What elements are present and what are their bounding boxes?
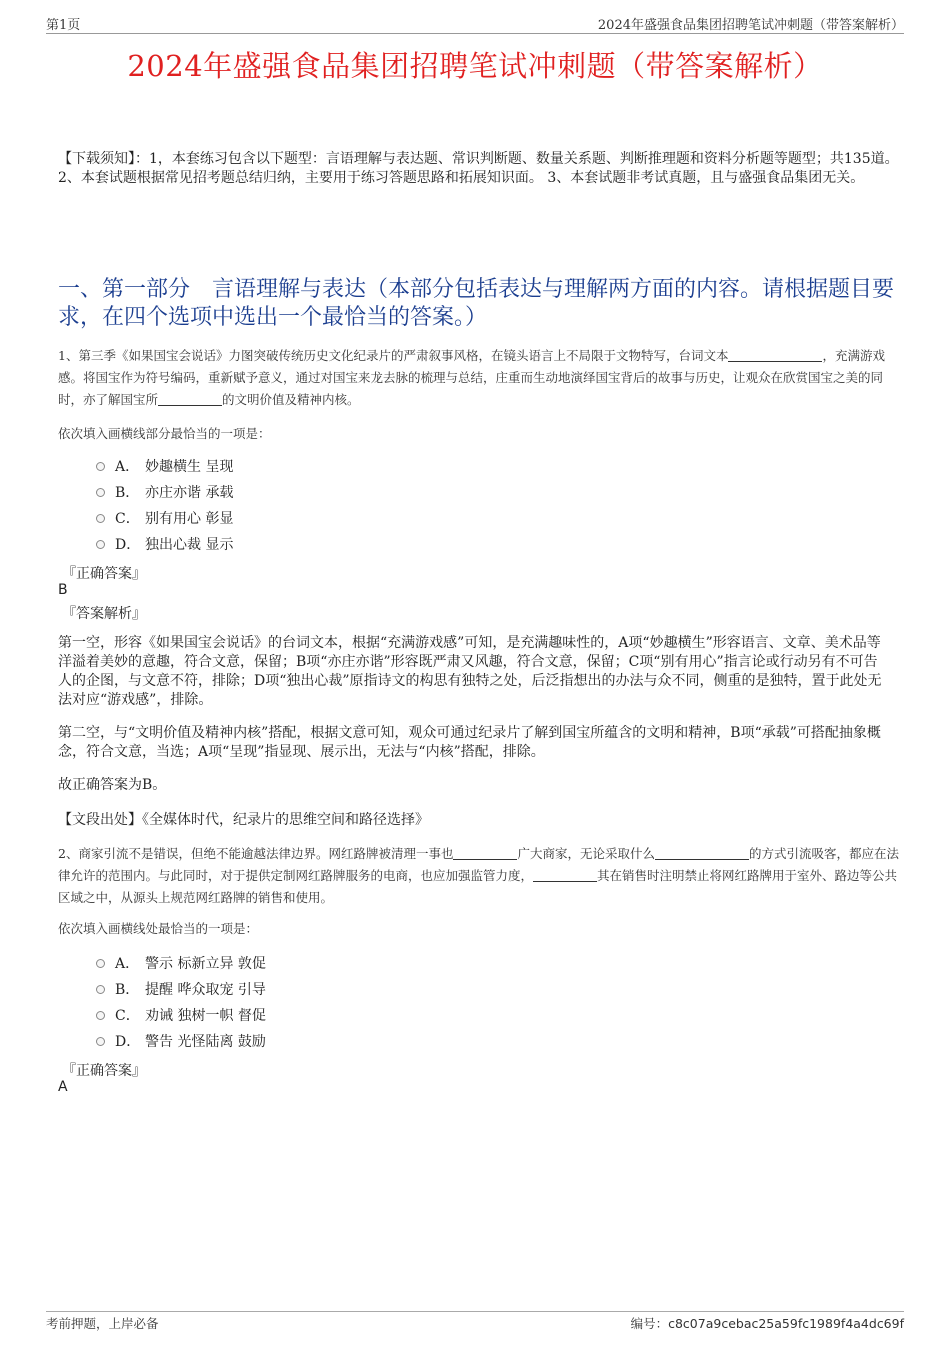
footer-divider — [46, 1311, 904, 1312]
option-letter: D． — [115, 537, 141, 553]
question-2-option-b[interactable] — [96, 979, 266, 999]
question-1-correct-label: 『正确答案』 — [62, 566, 146, 582]
question-2-blank-2 — [655, 845, 749, 860]
option-text: 独出心裁 显示 — [145, 537, 234, 553]
download-notice: 【下载须知】：1，本套练习包含以下题型：言语理解与表达题、常识判断题、数量关系题、判断推理题和资料分析题等题型；共135道。 2、本套试题根据常见招考题总结归纳，主要用于练习答题思路和拓展知识面。 3、本套试题非考试真题，且与盛强食品集团无关。 — [58, 151, 899, 186]
question-2-text-part-c: 的方式引流吸客，都应在法律允许的范围内。与此同时，对于提供定制网红路牌服务的电商，也应加强监管力度， — [58, 846, 899, 883]
option-letter: A． — [115, 459, 140, 475]
option-text: 警示 标新立异 敦促 — [145, 956, 266, 972]
question-1-source: 【文段出处】《全媒体时代，纪录片的思维空间和路径选择》 — [58, 812, 429, 828]
option-letter: A． — [115, 956, 140, 972]
section-heading: 一、第一部分 言语理解与表达（本部分包括表达与理解两方面的内容。请根据题目要求，在四个选项中选出一个最恰当的答案。） — [58, 277, 895, 330]
radio-icon[interactable] — [96, 985, 105, 994]
question-1-text-part-a: 1、第三季《如果国宝会说话》力图突破传统历史文化纪录片的严肃叙事风格，在镜头语言上不局限于文物特写，台词文本 — [58, 348, 729, 363]
question-2-text-part-a: 2、商家引流不是错误，但绝不能逾越法律边界。网红路牌被清理一事也 — [58, 846, 454, 861]
option-letter: D． — [115, 1034, 141, 1050]
question-2-text — [58, 843, 902, 909]
option-text: 别有用心 彰显 — [145, 511, 234, 527]
footer-code-value: c8c07a9cebac25a59fc1989f4a4dc69f — [668, 1316, 904, 1331]
question-1-text-part-b: ，充满游戏感。将国宝作为符号编码，重新赋予意义，通过对国宝来龙去脉的梳理与总结，庄重而生动地演绎国宝背后的故事与历史，让观众在欣赏国宝之美的同时，亦了解国宝所 — [58, 348, 885, 407]
option-text: 警告 光怪陆离 鼓励 — [145, 1034, 266, 1050]
option-text: 妙趣横生 呈现 — [145, 459, 234, 475]
header-doc-title: 2024年盛强食品集团招聘笔试冲刺题（带答案解析） — [597, 18, 904, 33]
question-1-analysis-1: 第一空，形容《如果国宝会说话》的台词文本，根据“充满游戏感”可知，是充满趣味性的，A项“妙趣横生”形容语言、文章、美术品等洋溢着美妙的意趣，符合文意，保留；B项“亦庄亦谐”形容既严肃又风趣，符合文意，保留；C项“别有用心”指言论或行动另有不可告人的企图，与文意不符，排除；D项“独出心裁”原指诗文的构思有独特之处，后泛指想出的办法与众不同，侧重的是独特，置于此处无法对应“游戏感”，排除。 — [58, 635, 882, 708]
option-letter: C． — [115, 511, 140, 527]
radio-icon[interactable] — [96, 540, 105, 549]
question-1-text — [58, 345, 902, 411]
option-letter: C． — [115, 1008, 140, 1024]
option-text: 亦庄亦谐 承载 — [145, 485, 234, 501]
question-2-option-d[interactable] — [96, 1031, 266, 1051]
question-1-option-b[interactable] — [96, 482, 233, 502]
question-2-answer: A — [58, 1079, 68, 1095]
question-2-text-part-b: 广大商家，无论采取什么 — [517, 846, 655, 861]
question-1-analysis-label: 『答案解析』 — [62, 606, 146, 622]
question-2-correct-label: 『正确答案』 — [62, 1063, 146, 1079]
question-1-analysis-2: 第二空，与“文明价值及精神内核”搭配，根据文意可知，观众可通过纪录片了解到国宝所蕴含的文明和精神，B项“承载”可搭配抽象概念，符合文意，当选；A项“呈现”指显现、展示出，无法与“内核”搭配，排除。 — [58, 725, 881, 760]
question-1-option-d[interactable] — [96, 534, 233, 554]
radio-icon[interactable] — [96, 959, 105, 968]
question-1-blank-2 — [158, 391, 222, 406]
question-1-answer: B — [58, 582, 68, 598]
footer-slogan: 考前押题，上岸必备 — [46, 1316, 159, 1331]
question-2-text-part-d: 其在销售时注明禁止将网红路牌用于室外、路边等公共区域之中，从源头上规范网红路牌的销售和使用。 — [58, 868, 898, 905]
question-2-blank-3 — [533, 867, 597, 882]
radio-icon[interactable] — [96, 514, 105, 523]
question-1-prompt: 依次填入画横线部分最恰当的一项是： — [58, 426, 271, 441]
option-text: 提醒 哗众取宠 引导 — [145, 982, 266, 998]
radio-icon[interactable] — [96, 1011, 105, 1020]
question-2-prompt: 依次填入画横线处最恰当的一项是： — [58, 921, 259, 936]
page-number: 第1页 — [46, 18, 81, 33]
question-1-text-part-c: 的文明价值及精神内核。 — [222, 392, 360, 407]
question-2-blank-1 — [453, 845, 517, 860]
question-1-option-a[interactable] — [96, 456, 233, 476]
question-2-option-c[interactable] — [96, 1005, 266, 1025]
radio-icon[interactable] — [96, 488, 105, 497]
footer-code — [631, 1314, 904, 1332]
question-1-option-c[interactable] — [96, 508, 233, 528]
option-letter: B． — [115, 485, 140, 501]
question-2-option-a[interactable] — [96, 953, 266, 973]
option-letter: B． — [115, 982, 140, 998]
option-text: 劝诫 独树一帜 督促 — [145, 1008, 266, 1024]
footer-code-label: 编号： — [630, 1316, 669, 1331]
question-1-blank-1 — [728, 347, 822, 362]
question-1-conclusion: 故正确答案为B。 — [58, 777, 167, 793]
radio-icon[interactable] — [96, 1037, 105, 1046]
page-title: 2024年盛强食品集团招聘笔试冲刺题（带答案解析） — [127, 49, 823, 83]
radio-icon[interactable] — [96, 462, 105, 471]
header-divider — [46, 33, 904, 34]
